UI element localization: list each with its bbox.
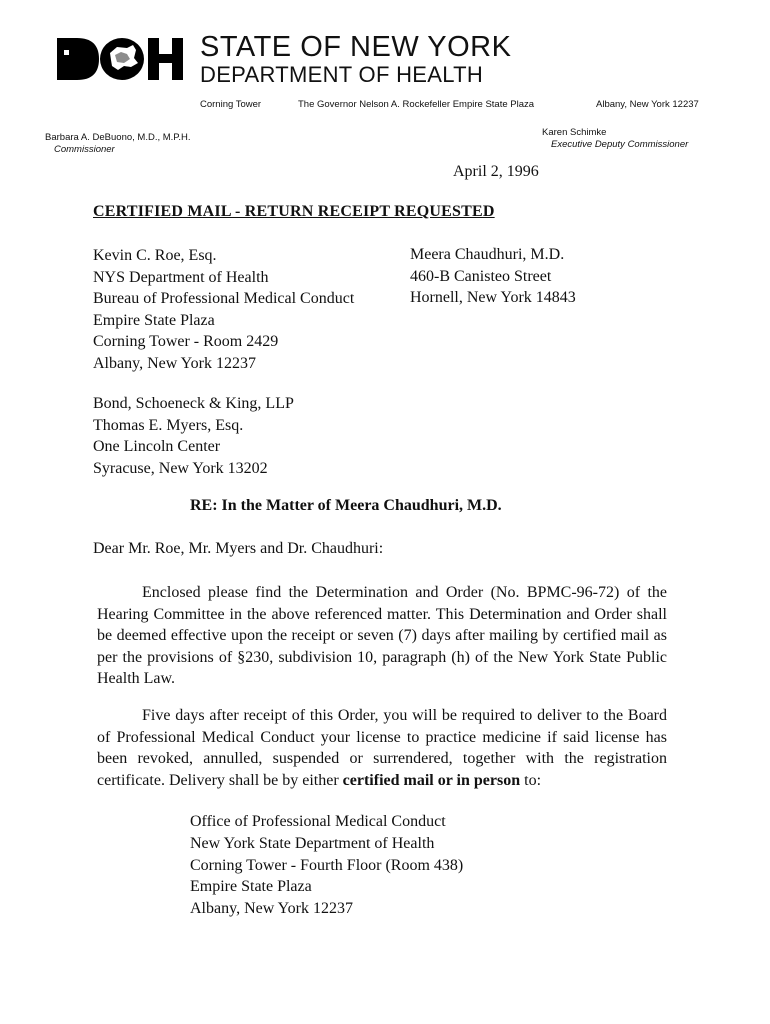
agency-state-title: STATE OF NEW YORK	[200, 31, 512, 63]
paragraph-tail: to:	[520, 771, 542, 789]
salutation: Dear Mr. Roe, Mr. Myers and Dr. Chaudhuri:	[93, 540, 384, 557]
address-line: Empire State Plaza	[93, 311, 215, 329]
paragraph-determination	[97, 582, 667, 690]
address-line: Meera Chaudhuri, M.D.	[410, 246, 565, 263]
certified-mail-notice: CERTIFIED MAIL - RETURN RECEIPT REQUESTED	[93, 203, 495, 220]
address-line: New York State Department of Health	[190, 834, 435, 852]
address-line: Kevin C. Roe, Esq.	[93, 247, 217, 264]
commissioner-block	[45, 132, 191, 156]
delivery-method-emphasis: certified mail or in person	[342, 771, 521, 789]
deputy-commissioner-title: Executive Deputy Commissioner	[551, 139, 689, 150]
address-city: Albany, New York 12237	[596, 99, 699, 110]
address-line: Empire State Plaza	[190, 878, 312, 896]
paragraph-body: Five days after receipt of this Order, you will be required to deliver to the Board of Professional Medical Conduct your license to practice medicine if said license has been revoked, annulled, suspended or surrendered, together with the registration certificate. Delivery shall be by either	[97, 707, 667, 789]
paragraph-text	[97, 705, 667, 791]
address-line: NYS Department of Health	[93, 268, 269, 286]
office-address	[190, 811, 463, 920]
doh-logo	[55, 36, 186, 82]
address-line: Bond, Schoeneck & King, LLP	[93, 395, 294, 412]
paragraph-license-delivery	[97, 705, 667, 791]
commissioner-title: Commissioner	[54, 144, 115, 155]
recipient-chaudhuri	[410, 244, 576, 309]
address-line: Corning Tower - Room 2429	[93, 333, 279, 351]
commissioner-name: Barbara A. DeBuono, M.D., M.P.H.	[45, 132, 191, 143]
address-line: Thomas E. Myers, Esq.	[93, 416, 244, 434]
re-line: RE: In the Matter of Meera Chaudhuri, M.D.	[190, 497, 502, 514]
address-line: 460-B Canisteo Street	[410, 267, 552, 285]
address-line: One Lincoln Center	[93, 438, 221, 456]
letter-date: April 2, 1996	[453, 163, 539, 180]
address-plaza: The Governor Nelson A. Rockefeller Empire State Plaza	[298, 99, 535, 110]
deputy-commissioner-block	[542, 127, 688, 151]
address-line: Albany, New York 12237	[190, 900, 353, 918]
recipient-roe	[93, 245, 354, 375]
deputy-commissioner-name: Karen Schimke	[542, 127, 607, 138]
address-line: Office of Professional Medical Conduct	[190, 813, 446, 830]
address-building: Corning Tower	[200, 99, 262, 110]
address-line: Syracuse, New York 13202	[93, 459, 268, 477]
logo-letter-d	[57, 38, 99, 80]
address-line: Albany, New York 12237	[93, 354, 256, 372]
agency-department-title: DEPARTMENT OF HEALTH	[200, 62, 484, 87]
address-line: Bureau of Professional Medical Conduct	[93, 290, 355, 308]
address-line: Hornell, New York 14843	[410, 289, 576, 307]
logo-letter-h	[148, 38, 183, 80]
address-line: Corning Tower - Fourth Floor (Room 438)	[190, 856, 464, 874]
recipient-bond-schoeneck	[93, 393, 294, 479]
paragraph-text: Enclosed please find the Determination and Order (No. BPMC-96-72) of the Hearing Committee in the above referenced matter. This Determination and Order shall be deemed effective upon the receipt or seven (7) days after mailing by certified mail as per the provisions of §230, subdivision 10, paragraph (h) of the New York State Public Health Law.	[97, 584, 667, 687]
